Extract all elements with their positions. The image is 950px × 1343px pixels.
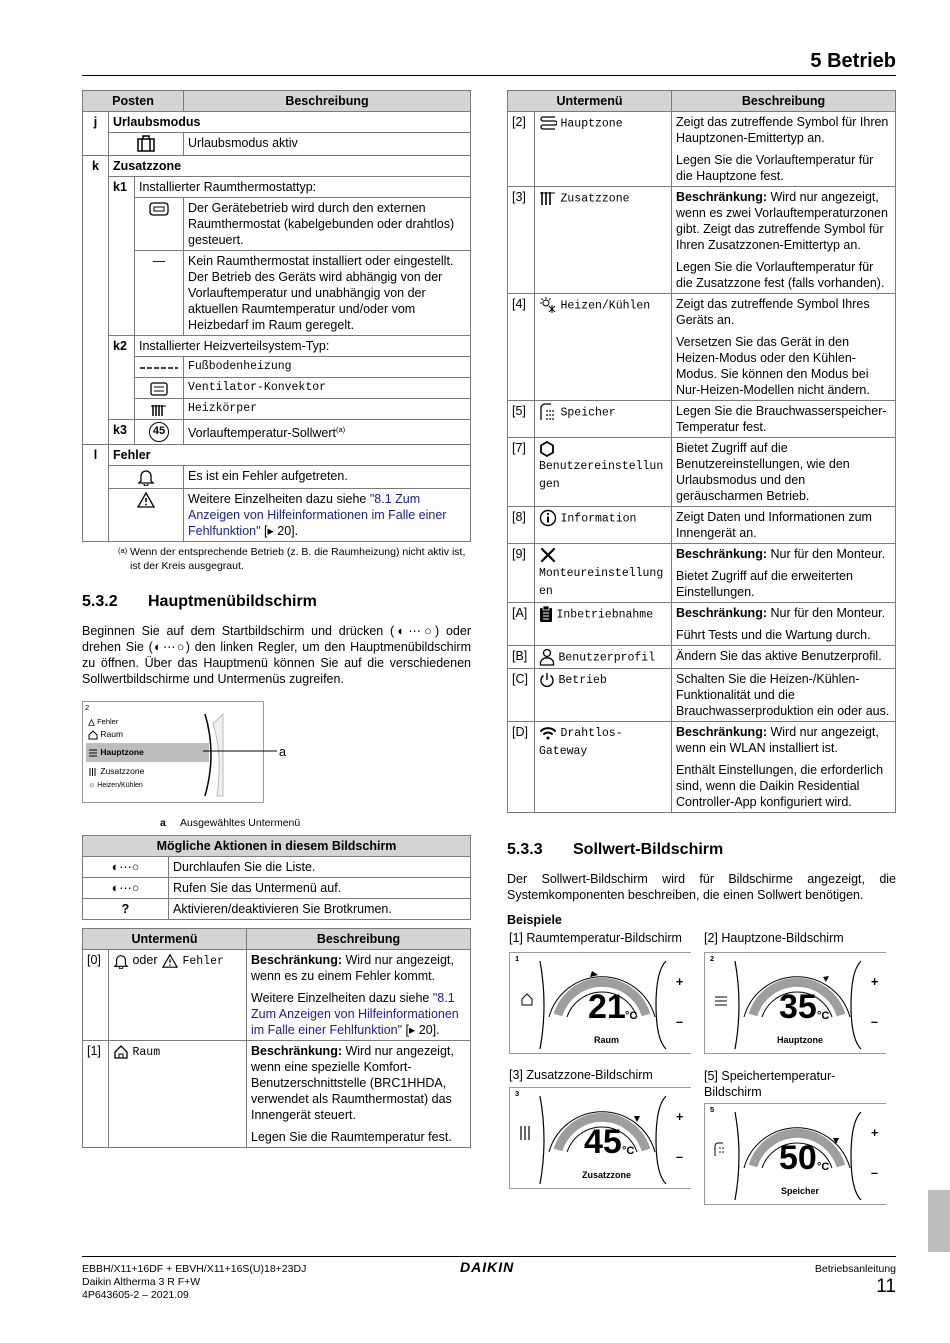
submenu-code-3: [3]	[508, 187, 535, 294]
menu-item-fehler: Fehler	[88, 717, 208, 726]
section-heading-533: 5.3.3 Sollwert-Bildschirm	[507, 841, 724, 859]
k3-desc: Vorlauftemperatur-Sollwert$^{(a)}$	[184, 420, 471, 445]
setpoint-circle-value: 45	[149, 422, 169, 442]
k1-row1-desc: Der Gerätebetrieb wird durch den externen Raumthermostat (kabelgebunden oder drahtlos) gesteuert.	[184, 198, 471, 251]
submenu-name-speicher: Speicher	[535, 401, 672, 438]
holiday-icon	[109, 133, 184, 156]
submenu-desc-betrieb: Schalten Sie die Heizen-/Kühlen-Funktionalität und die Brauchwasserproduktion ein oder aus.	[672, 669, 896, 722]
submenu-code-7: [7]	[508, 438, 535, 507]
info-icon	[539, 509, 557, 527]
warning-icon	[109, 489, 184, 542]
wifi-icon	[539, 725, 557, 741]
holiday-desc: Urlaubsmodus aktiv	[184, 133, 471, 156]
section-532-paragraph: Beginnen Sie auf dem Startbildschirm und drücken (◐⋯○) oder drehen Sie (◐⋯○) den linken Regler, um den Hauptmenübildschirm zu öffnen. Über das Hauptmenü können Sie auf die verschiedenen Sollwertbildschirme und Untermenüs zugreifen.	[82, 624, 471, 686]
floor-heating-icon	[539, 114, 557, 132]
no-thermostat-symbol: —	[135, 251, 184, 336]
submenu-desc-fehler: Beschränkung: Wird nur angezeigt, wenn es zu einem Fehler kommt. Weitere Einzelheiten dazu siehe "8.1 Zum Anzeigen von Hilfeinformationen im Falle einer Fehlfunktion" [▸ 20].	[247, 950, 471, 1041]
warning-icon	[161, 953, 179, 969]
main-menu-screen-illustration	[82, 701, 286, 803]
submenu-code-5: [5]	[508, 401, 535, 438]
action-symbol-press: ◐⋯○	[83, 878, 169, 899]
submenu-desc-information: Zeigt Daten und Informationen zum Innengerät an.	[672, 507, 896, 544]
submenu-name-information: Information	[535, 507, 672, 544]
examples-label: Beispiele	[507, 913, 562, 928]
menu-item-heizen-kuehlen: ☼ Heizen/Kühlen	[88, 780, 143, 789]
item-title-j: Urlaubsmodus	[109, 112, 471, 133]
item-key-k2: k2	[109, 336, 135, 357]
item-key-k3: k3	[109, 420, 135, 445]
action-symbol-help: ?	[83, 899, 169, 920]
submenu-code-d: [D]	[508, 722, 535, 813]
submenu-name-zusatzzone: Zusatzzone	[535, 187, 672, 294]
submenu-desc-hauptzone: Zeigt das zutreffende Symbol für Ihren Hauptzonen-Emittertyp an. Legen Sie die Vorlauftemperatur für die Hauptzone fest.	[672, 112, 896, 187]
user-icon	[539, 648, 555, 666]
footer-model: EBBH/X11+16DF + EBVH/X11+16S(U)18+23DJ	[82, 1263, 307, 1275]
page-header	[82, 48, 896, 76]
submenu-desc-heizen-kuehlen: Zeigt das zutreffende Symbol Ihres Geräts an. Versetzen Sie das Gerät in den Heizen-Modus oder den Kühlen-Modus. Sie können den Modus bei Nur-Heizen-Modellen nicht ändern.	[672, 294, 896, 401]
item-key-j: j	[83, 112, 109, 133]
right-column	[507, 90, 896, 1201]
chapter-title: 5 Betrieb	[810, 50, 896, 72]
submenu-desc-raum: Beschränkung: Wird nur angezeigt, wenn eine spezielle Komfort-Benutzerschnittstelle (BRC1HHDA, verwendet als Raumthermostat) das Innengerät steuert. Legen Sie die Raumtemperatur fest.	[247, 1041, 471, 1148]
table-footnote: (a) Wenn der entsprechende Betrieb (z. B. die Raumheizung) nicht aktiv ist, ist der Kreis ausgegraut.	[118, 546, 466, 572]
emitter-radiator: Heizkörper	[184, 399, 471, 420]
submenu-desc-benutzerprofil: Ändern Sie das aktive Benutzerprofil.	[672, 646, 896, 669]
left-submenu-table	[82, 928, 471, 1148]
col-submenu-header: Untermenü	[83, 929, 247, 950]
setpoint-screen-hauptzone: 2 35 °C Hauptzone + –	[704, 952, 886, 1054]
submenu-name-raum: Raum	[109, 1041, 247, 1148]
section-heading-532: 5.3.2 Hauptmenübildschirm	[82, 593, 317, 610]
submenu-name-fehler: oder Fehler	[109, 950, 247, 1041]
action-desc-press: Rufen Sie das Untermenü auf.	[169, 878, 471, 899]
error-row1-desc: Es ist ein Fehler aufgetreten.	[184, 466, 471, 489]
example-label-1: [1] Raumtemperatur-Bildschirm	[509, 931, 682, 946]
submenu-name-benutzereinstellungen: Benutzereinstellun gen	[535, 438, 672, 507]
submenu-name-inbetriebnahme: Inbetriebnahme	[535, 603, 672, 646]
col-desc-header: Beschreibung	[184, 91, 471, 112]
submenu-code-a: [A]	[508, 603, 535, 646]
submenu-code-b: [B]	[508, 646, 535, 669]
submenu-desc-zusatzzone: Beschränkung: Wird nur angezeigt, wenn es zwei Vorlauftemperaturzonen gibt. Zeigt das zutreffende Symbol für Ihren Zusatzzonen-Emittertyp an. Legen Sie die Vorlauftemperatur für die Zusatzzone fest (falls vorhanden).	[672, 187, 896, 294]
right-submenu-table	[507, 90, 896, 813]
power-icon	[539, 672, 555, 688]
fan-coil-icon	[135, 378, 184, 399]
submenu-desc-benutzereinstellungen: Bietet Zugriff auf die Benutzereinstellungen, wie den Urlaubsmodus und den geräuscharmen Betrieb.	[672, 438, 896, 507]
submenu-code-4: [4]	[508, 294, 535, 401]
hexagon-icon	[539, 441, 555, 457]
col-submenu-header: Untermenü	[508, 91, 672, 112]
action-desc-help: Aktivieren/deaktivieren Sie Brotkrumen.	[169, 899, 471, 920]
footer-docnum: 4P643605-2 – 2021.09	[82, 1289, 189, 1301]
bell-icon	[113, 953, 129, 969]
menu-item-hauptzone-selected: Hauptzone	[86, 743, 209, 762]
page-footer	[82, 1256, 896, 1302]
action-symbol-rotate: ◐⋯○	[83, 857, 169, 878]
k1-row2-desc: Kein Raumthermostat installiert oder eingestellt. Der Betrieb des Geräts wird abhängig von der Vorlauftemperatur und unabhängig von der aktuellen Raumtemperatur und/oder vom Heizbedarf im Raum geregelt.	[184, 251, 471, 336]
chapter-side-tab	[928, 1190, 950, 1252]
link-fault-help[interactable]: "8.1 Zum Anzeigen von Hilfeinformationen im Falle einer Fehlfunktion"	[251, 991, 459, 1037]
dial-arc-illustration	[195, 710, 235, 800]
floor-heating-icon	[88, 748, 98, 758]
submenu-desc-inbetriebnahme: Beschränkung: Nur für den Monteur. Führt Tests und die Wartung durch.	[672, 603, 896, 646]
items-table	[82, 90, 471, 542]
menu-item-raum: Raum	[88, 729, 123, 740]
clipboard-icon	[539, 605, 553, 623]
submenu-code-8: [8]	[508, 507, 535, 544]
col-desc-header: Beschreibung	[247, 929, 471, 950]
item-title-l: Fehler	[109, 445, 471, 466]
setpoint-circle-icon	[135, 420, 184, 445]
action-desc-rotate: Durchlaufen Sie die Liste.	[169, 857, 471, 878]
actions-table-title: Mögliche Aktionen in diesem Bildschirm	[83, 836, 471, 857]
section-533-paragraph: Der Sollwert-Bildschirm wird für Bildschirme angezeigt, die Systemkomponenten beschreiben, die einen Sollwert benötigen.	[507, 872, 896, 903]
submenu-desc-speicher: Legen Sie die Brauchwasserspeicher-Temperatur fest.	[672, 401, 896, 438]
item-title-k: Zusatzzone	[109, 156, 471, 177]
setpoint-examples	[507, 931, 896, 1201]
setpoint-screen-speicher: 5 50 °C Speicher + –	[704, 1103, 886, 1205]
item-key-k: k	[83, 156, 109, 177]
warning-icon	[88, 719, 95, 726]
callout-a: a	[279, 745, 286, 759]
link-fault-help[interactable]: "8.1 Zum Anzeigen von Hilfeinformationen im Falle einer Fehlfunktion"	[188, 492, 447, 538]
submenu-code-c: [C]	[508, 669, 535, 722]
submenu-name-betrieb: Betrieb	[535, 669, 672, 722]
figure-caption: a Ausgewähltes Untermenü	[160, 817, 301, 829]
submenu-code-0: [0]	[83, 950, 109, 1041]
menu-item-zusatzzone: Zusatzzone	[88, 766, 144, 777]
submenu-name-benutzerprofil: Benutzerprofil	[535, 646, 672, 669]
heat-cool-icon	[539, 296, 557, 314]
example-label-5: [5] Speichertemperatur-Bildschirm	[704, 1069, 836, 1100]
k2-title: Installierter Heizverteilsystem-Typ:	[135, 336, 471, 357]
tank-icon	[539, 403, 557, 421]
submenu-name-hauptzone: Hauptzone	[535, 112, 672, 187]
house-icon	[88, 730, 98, 740]
tools-icon	[539, 546, 557, 564]
item-key-k1: k1	[109, 177, 135, 198]
page-number: 11	[876, 1276, 896, 1297]
submenu-desc-drahtlos-gateway: Beschränkung: Wird nur angezeigt, wenn ein WLAN installiert ist. Enthält Einstellungen, die erforderlich sind, wenn die Daikin Residential Controller-App konfiguriert wird.	[672, 722, 896, 813]
floor-heating-icon	[135, 357, 184, 378]
bell-icon	[109, 466, 184, 489]
footer-doc-info	[815, 1263, 896, 1298]
submenu-code-2: [2]	[508, 112, 535, 187]
submenu-name-drahtlos-gateway: Drahtlos-Gateway	[535, 722, 672, 813]
radiator-icon	[135, 399, 184, 420]
setpoint-screen-raum: 1 21 °C Raum + –	[509, 952, 691, 1054]
radiator-icon	[88, 767, 98, 777]
submenu-desc-monteureinstellungen: Beschränkung: Nur für den Monteur. Bietet Zugriff auf die erweiterten Einstellungen.	[672, 544, 896, 603]
item-key-l: l	[83, 445, 109, 466]
col-item-header: Posten	[83, 91, 184, 112]
col-desc-header: Beschreibung	[672, 91, 896, 112]
actions-table	[82, 835, 471, 920]
submenu-code-9: [9]	[508, 544, 535, 603]
house-icon	[113, 1044, 129, 1060]
daikin-logo: DAIKIN	[460, 1259, 515, 1275]
example-label-2: [2] Hauptzone-Bildschirm	[704, 931, 844, 946]
left-column	[82, 90, 471, 1148]
emitter-floor-heating: Fußbodenheizung	[184, 357, 471, 378]
k1-title: Installierter Raumthermostattyp:	[135, 177, 471, 198]
submenu-name-heizen-kuehlen: Heizen/Kühlen	[535, 294, 672, 401]
setpoint-screen-zusatzzone: 3 45 °C Zusatzzone + –	[509, 1087, 691, 1189]
screen-number: 2	[85, 703, 90, 712]
submenu-name-monteureinstellungen: Monteureinstellung en	[535, 544, 672, 603]
footer-doc-type: Betriebsanleitung	[814, 1263, 896, 1275]
footer-product: Daikin Altherma 3 R F+W	[82, 1276, 201, 1288]
example-label-3: [3] Zusatzzone-Bildschirm	[509, 1068, 653, 1083]
submenu-code-1: [1]	[83, 1041, 109, 1148]
emitter-fan-coil: Ventilator-Konvektor	[184, 378, 471, 399]
thermostat-icon	[135, 198, 184, 251]
error-row2-desc: Weitere Einzelheiten dazu siehe "8.1 Zum Anzeigen von Hilfeinformationen im Falle einer Fehlfunktion" [▸ 20].	[184, 489, 471, 542]
radiator-icon	[539, 189, 557, 207]
